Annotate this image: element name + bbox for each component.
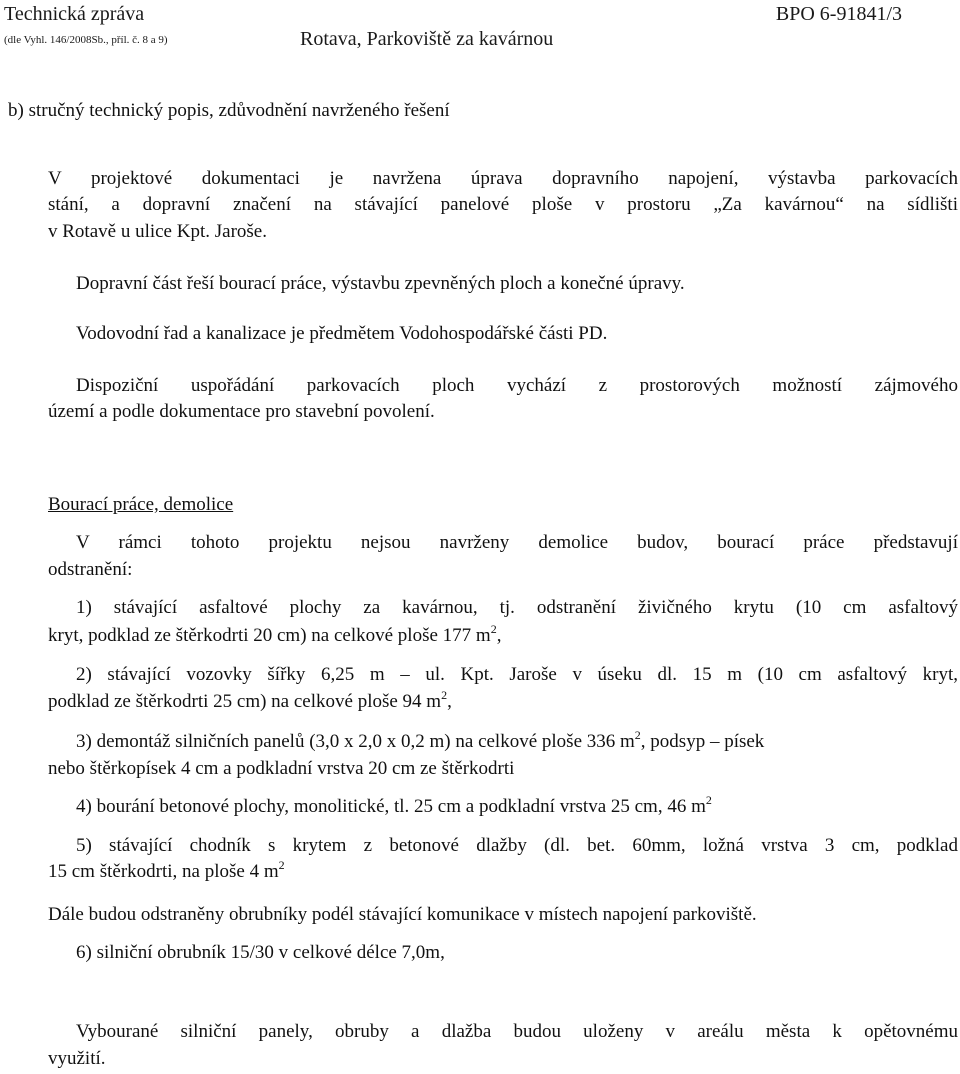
demolition-item-4: 4) bourání betonové plochy, monolitické, tl. 25 cm a podkladní vrstva 25 cm, 46 $m^2$	[76, 793, 712, 817]
demolition-item-3: 3) demontáž silničních panelů (3,0 x 2,0 x 0,2 m) na celkové ploše 336 $m^2$, podsyp – písek	[76, 728, 765, 752]
demolition-item-3-cont: nebo štěrkopísek 4 cm a podkladní vrstva 20 cm ze štěrkodrti	[48, 758, 515, 779]
reuse-paragraph-line: Vybourané silniční panely, obruby a dlažba budou uloženy v areálu města k opětovnému	[76, 1021, 958, 1042]
vodovodni-rad-paragraph: Vodovodní řad a kanalizace je předmětem Vodohospodářské části PD.	[76, 323, 608, 344]
demolition-item-2: 2) stávající vozovky šířky 6,25 m – ul. Kpt. Jaroše v úseku dl. 15 m (10 cm asfaltový kryt,	[76, 664, 958, 685]
document-code: BPO 6-91841/3	[775, 3, 902, 25]
curbs-removal-paragraph: Dále budou odstraněny obrubníky podél stávající komunikace v místech napojení parkoviště.	[48, 904, 757, 925]
demolition-heading: Bourací práce, demolice	[48, 494, 234, 515]
intro-paragraph-line: stání, a dopravní značení na stávající panelové ploše v prostoru „Za kavárnou“ na sídlišti	[48, 194, 958, 215]
document-title: Technická zpráva	[4, 3, 145, 25]
demolition-item-1-cont: kryt, podklad ze štěrkodrti 20 cm) na celkové ploše 177 $m^2$,	[48, 622, 502, 646]
dispozice-paragraph-line: území a podle dokumentace pro stavební povolení.	[48, 401, 435, 422]
dispozice-paragraph-line: Dispoziční uspořádání parkovacích ploch vychází z prostorových možností zájmového	[76, 375, 958, 396]
demolition-item-2-cont: podklad ze štěrkodrti 25 cm) na celkové ploše 94 $m^2$,	[48, 688, 452, 712]
intro-paragraph-line: V projektové dokumentaci je navržena úprava dopravního napojení, výstavba parkovacích	[48, 168, 958, 189]
demolition-item-5-cont: 15 cm štěrkodrti, na ploše 4 $m^2$	[48, 858, 285, 882]
section-heading: b) stručný technický popis, zdůvodnění navrženého řešení	[8, 100, 450, 121]
demolition-intro-line: V rámci tohoto projektu nejsou navrženy demolice budov, bourací práce představují	[76, 532, 958, 553]
intro-paragraph-line: v Rotavě u ulice Kpt. Jaroše.	[48, 221, 267, 242]
reuse-paragraph-line: využití.	[48, 1048, 106, 1069]
dopravni-cast-paragraph: Dopravní část řeší bourací práce, výstavbu zpevněných ploch a konečné úpravy.	[76, 273, 685, 294]
demolition-intro-line: odstranění:	[48, 559, 133, 580]
demolition-item-6: 6) silniční obrubník 15/30 v celkové délce 7,0m,	[76, 942, 445, 963]
demolition-item-1: 1) stávající asfaltové plochy za kavárnou, tj. odstranění živičného krytu (10 cm asfaltový	[76, 597, 958, 618]
demolition-item-5: 5) stávající chodník s krytem z betonové dlažby (dl. bet. 60mm, ložná vrstva 3 cm, podklad	[76, 835, 958, 856]
project-name: Rotava, Parkoviště za kavárnou	[300, 28, 554, 50]
regulation-reference: (dle Vyhl. 146/2008Sb., příl. č. 8 a 9)	[4, 34, 168, 46]
